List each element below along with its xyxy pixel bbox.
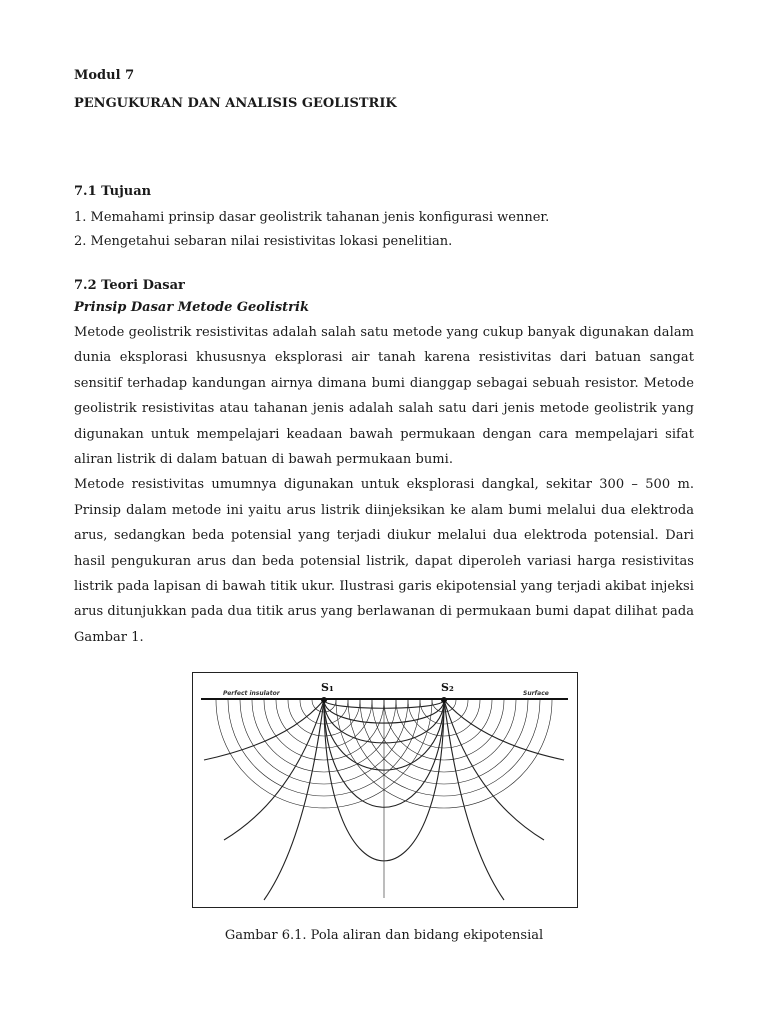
current-flow-line [204,700,324,760]
module-label: Modul 7 [74,68,135,83]
electrode-s1-label: S₁ [321,681,334,694]
electrode-s2 [441,697,447,703]
objective-list [74,206,694,254]
document-page [74,68,694,650]
electrode-s2-label: S₂ [441,681,454,694]
objective-item: 1. Memahami prinsip dasar geolistrik tahanan jenis konfigurasi wenner. [74,210,550,225]
paragraph-1: Metode geolistrik resistivitas adalah salah satu metode yang cukup banyak digunakan dalam dunia eksplorasi khususnya eksplorasi air tanah karena resistivitas dari batuan sangat sensitif terhadap kandungan airnya dimana bumi dianggap sebagai sebuah resistor. Metode geolistrik resistivitas atau tahanan jenis adalah salah satu dari jenis metode geolistrik yang digunakan untuk mempelajari keadaan bawah permukaan dengan cara mempelajari sifat aliran listrik di dalam batuan di bawah permukaan bumi. [74,325,694,468]
section-heading-tujuan: 7.1 Tujuan [74,184,152,199]
current-flow-line [264,700,324,900]
equipotential-figure [192,672,578,908]
current-flow-line [224,700,324,840]
figure-caption: Gambar 6.1. Pola aliran dan bidang ekipotensial [224,928,544,943]
field-lines [204,700,564,900]
current-flow-line [444,700,504,900]
electrode-s1 [321,697,327,703]
section-heading-teori: 7.2 Teori Dasar [74,278,185,293]
current-flow-line [444,700,544,840]
surface-label-left: Perfect insulator [223,690,280,697]
module-title: PENGUKURAN DAN ANALISIS GEOLISTRIK [74,96,397,111]
paragraph-2: Metode resistivitas umumnya digunakan untuk eksplorasi dangkal, sekitar 300 – 500 m. Prinsip dalam metode ini yaitu arus listrik diinjeksikan ke alam bumi melalui dua elektroda arus, sedangkan beda potensial yang terjadi diukur melalui dua elektroda potensial. Dari hasil pengukuran arus dan beda potensial listrik, dapat diperoleh variasi harga resistivitas listrik pada lapisan di bawah titik ukur. Ilustrasi garis ekipotensial yang terjadi akibat injeksi arus ditunjukkan pada dua titik arus yang berlawanan di permukaan bumi dapat dilihat pada Gambar 1. [74,477,694,645]
current-flow-line [444,700,564,760]
subheading-prinsip: Prinsip Dasar Metode Geolistrik [74,300,309,315]
equipotential-diagram [193,673,576,906]
surface-label-right: Surface [523,690,549,697]
objective-item: 2. Mengetahui sebaran nilai resistivitas lokasi penelitian. [74,234,453,249]
